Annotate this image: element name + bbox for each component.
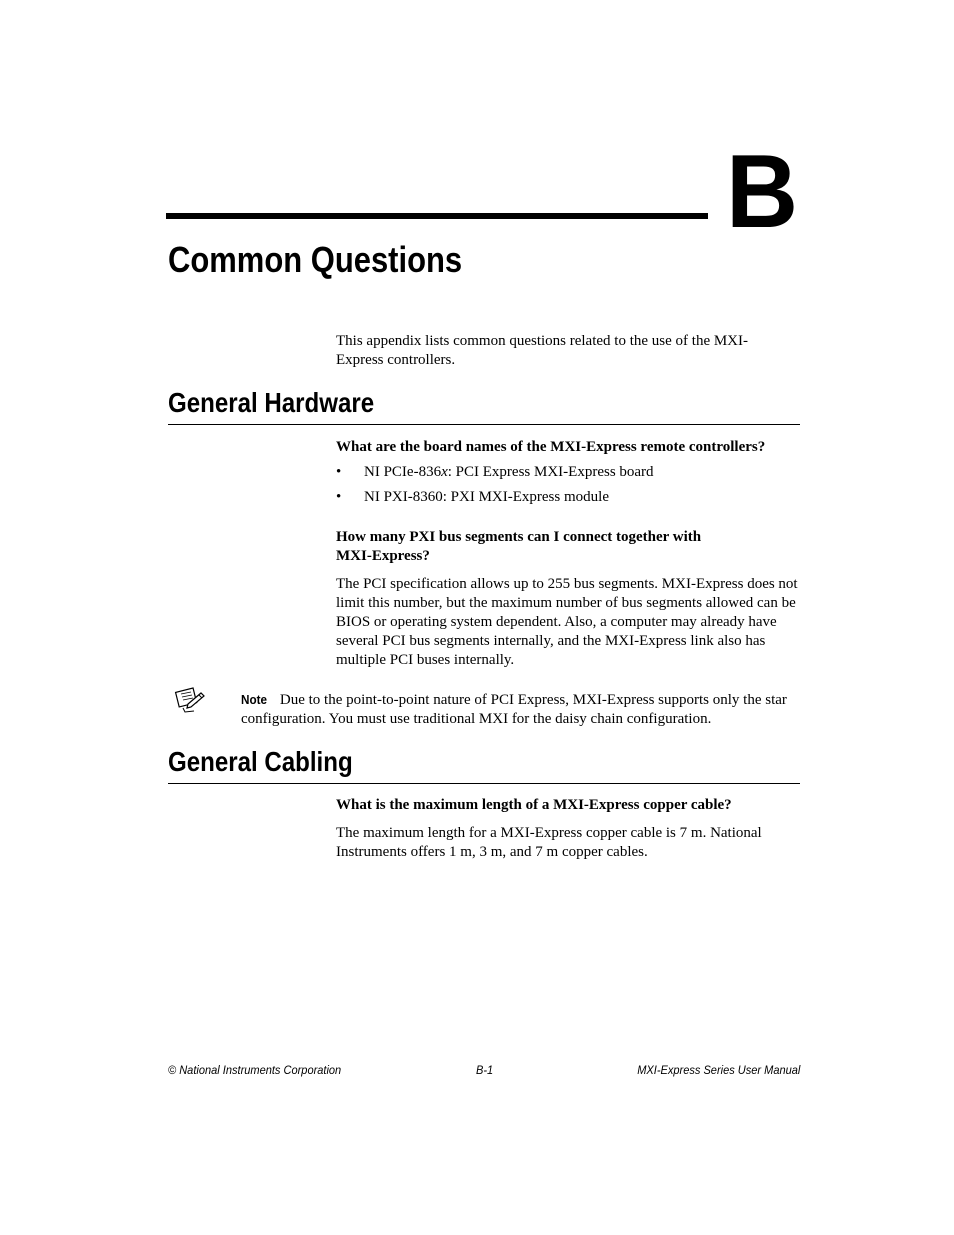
question-board-names: What are the board names of the MXI-Express remote controllers? (336, 439, 766, 455)
footer-manual-title: MXI-Express Series User Manual (636, 1063, 800, 1077)
list-item-prefix: NI PXI-8360: PXI MXI-Express module (364, 489, 609, 505)
note-pencil-icon (174, 684, 206, 714)
section-rule (168, 424, 800, 425)
list-item-variable: x (441, 464, 448, 480)
note-text: Due to the point-to-point nature of PCI Express, MXI-Express supports only the star configuration. You must use traditional MXI for the daisy chain configuration. (241, 692, 787, 727)
question-pxi-bus-segments: How many PXI bus segments can I connect together with MXI-Express? (336, 529, 702, 564)
list-item-suffix: : PCI Express MXI-Express board (447, 464, 654, 480)
section-heading-general-hardware: General Hardware (168, 387, 375, 418)
bullet-glyph: • (336, 464, 342, 480)
question-copper-cable-length: What is the maximum length of a MXI-Express copper cable? (336, 797, 732, 813)
list-item (336, 463, 800, 482)
list-item (336, 488, 800, 507)
answer-pxi-bus-segments: The PCI specification allows up to 255 bus segments. MXI-Express does not limit this number, but the maximum number of bus segments allowed can be BIOS or operating system dependent. Also, a computer may already have several PCI bus segments internally, and the MXI-Express link also has multiple PCI buses internally. (336, 576, 798, 668)
list-item-prefix: NI PCIe-836 (364, 464, 442, 480)
section-heading-general-cabling: General Cabling (168, 746, 353, 777)
page-title: Common Questions (168, 239, 463, 280)
footer-page-number: B-1 (476, 1063, 494, 1077)
appendix-letter: B (726, 134, 797, 250)
board-names-list (336, 463, 800, 513)
note-label: Note (241, 692, 268, 707)
footer-copyright: © National Instruments Corporation (168, 1063, 342, 1077)
chapter-rule (166, 213, 708, 219)
intro-paragraph: This appendix lists common questions related to the use of the MXI-Express controllers. (336, 333, 749, 368)
answer-copper-cable-length: The maximum length for a MXI-Express copper cable is 7 m. National Instruments offers 1 m, 3 m, and 7 m copper cables. (336, 825, 762, 860)
note-block (241, 690, 803, 729)
section-rule (168, 783, 800, 784)
bullet-glyph: • (336, 489, 342, 505)
